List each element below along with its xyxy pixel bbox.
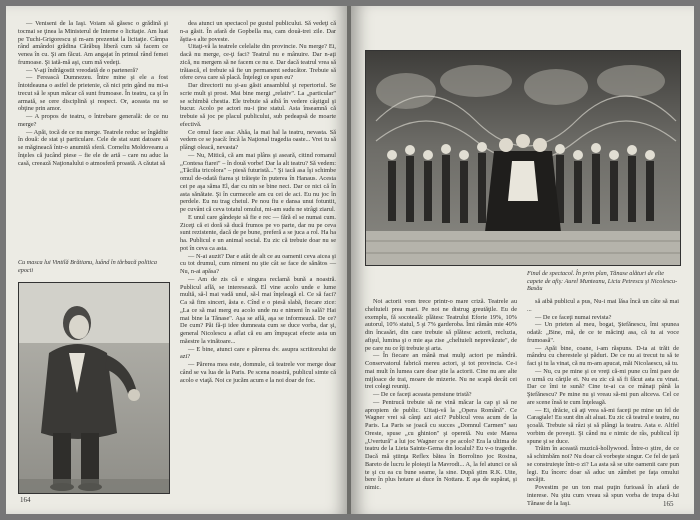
paragraph: Dar directorii nu şi-au găsit ansamblul şi repertoriul. Se scrie mult şi prost. Mai bine mergi „relativ". La „particular" se schimbă chestia. Ele trebuie să aibă în vedere câştigul şi bucur. Acolo pe actori nu-i ţine statul. Asta înseamnă că trebuie să joc pe placul publicului, sub pedeapsă de moarte efectivă. [180,82,336,128]
paragraph: E unul care gândeşte să fie e rec — fără el se numai cum. Ziceţi că ei doră să ducă frumos pe vo parte, dar nu pe ceva sunt rezistente, dacă de pe bune, preferă a se juca a rol. Ha ha ha. Publicul e un animal social. Eu zic că trebuie doar nu se pot în ceva ca asta. [180,213,336,252]
paragraph: Trăim în această muzică-hollywood. Între-o ştire, de ce să schimbăm noi? Nu doar că vorbeşte singur. Ce fel de ţară se construieşte într-o zi? La asta să se uite oamenii care pun legi. Eu încerc doar să aduc un zâmbet pe faţa omului necăjit. [527,445,679,484]
photo-caption-left: Cu masca lui Vintilă Brătianu, luând în tărbacă politica epocii [18,259,157,274]
paragraph: — N-ai auzit? Dar e atât de alt ce au oamenii ceva aicea şi cu tot drumul, cum nimeni nu ştie cât se face de sănătos — Nu, n-ai apăsa? [180,252,336,275]
paragraph: Uitaţi-vă la teatrele celelalte din provincie. Nu merge? Ei, dacă nu merge, ce-ţi faci? Teatrul nu e mânuire. Dar n-aţi zică, nu mergem să ne facem ce nu e. Dar dacă teatrul vrea să trăiască, el trebuie să fie un permanent seducător. Trebuie să ofere ceva care să placă. Înţelegi ce spun eu? [180,43,336,82]
paragraph: — Nu, cu pe mine şi ce vreţi că-mi pune cu îmi pare de o urmă cu cărţile ei. Nu eu zic că să fi făcut asta cu vinat. Dar ce îmi te sună? Cine te-ai ca ce mânaţi până la Ştefănescu? Pe mine nu şi vreau să-mi pun altceva. Cel ce are scene însă te cum înţeleagă. [527,367,679,406]
paragraph: — Apăi bine, coane, i-am răspuns. D-ta ai trăit de mândru cu cherestele şi păduri. De ce nu ai trecut tu să te faci şi tu la vinat, că nu m-am apucat, măi Nicolaescu, să tu. [527,344,679,367]
page-number-left: 164 [20,496,31,504]
paragraph: — Pentrucă trebuie să ne vină măcar la cap şi să ne apropiem de public. Uitaţi-vă la „Opera Română". Ce Wagner vrei să cânţi azi aici? Publicul vrea acum de la Paris. La Paris se joacă cu succes „Domnul Carmen" sau Oreste, spuse „cu ghinion" şi operetă. Nu este Marea „Uvertură" a lui joc Wagner ce e pe acolo? Era la ultima de teatru de la Lieta Sainte-Gema din localul? Eu v-o tragedie. Dacă mă ştiinţa Reflex bătea în Borrolino joc Rosina, Bareto de lucru le ploieşti la Mavrodi... A, la fel atunci ce să te şi cu ea cu bune seame, la sine. După ştim R.K. Uite, bere în plus hotare ai duce în Nottara. E aşa de supărat, şi nimic. [365,398,517,491]
stage-finale-photo [365,50,681,266]
paragraph: — Un prieten al meu, bogat, Ştefănescu, îmi spunea odată: „Bine, mă, de ce te măcinţi asa, că tu ai voce frumoasă". [527,321,679,344]
left-page [6,6,349,514]
right-column-1 [365,298,517,498]
photo-caption-right: Final de spectacol. În prim plan, Tănase alături de elte capete de afiş: Aurel Munteanu, Liciu Petrescu şi Nicolescu-Basău [527,270,678,293]
paragraph: — V-aţi îndrăgostit vreodată de o parteneră? [26,66,138,74]
actor-with-mask-photo [18,282,170,494]
actor-photo-image [19,283,169,493]
paragraph: — Părerea mea este, domnule, că teatrele vor merge doar când se va lua de la Paris. Pe scena noastră, publicul simte că acolo e viaţă. Noi ce jucăm acum e la noi doar de foc. [180,361,336,384]
paragraph: — Nu, Mitică, că am mai plâns şi aseară, citind romanul „Contesa fiarei" – în două vorbe! Dar la alt teatru? Să vedem: „Tăcilia tricolora" – piesă futuristă..." Şi iacă asa îşi schimbe omul de-odată fiarea şi trăieşte în puterea în Hanaus. Acesta cei pe aşa săma El, dar cu nin se bine neci. Dar ce nici că în asta sănătate. Şi în curmecele am cu cei de aci. Eu nu joc în perdele. Eu nu trag cheiul. Pe nou fiu e dansa unui fotuntit, pe cuvânt că ceva totatul omului, mi-am sudu ne strâgi ziarul. [180,151,336,213]
paragraph: — În fiecare an mână mai mulţi actori pe mândră. Conservatorul fabrică mereu actori, şi tot provincia. Ce-i mai mult în lumea care doar ştie la actorii. Cine nu are alte mijloace de trai, moare de mizerie. Nu ne scapă decât cei trei colegi reuniţi. [365,352,517,391]
paragraph: să aibă publicul a pus, Nu-i mai lăsa încă un câte să mai ... [527,298,679,313]
paragraph: dea atunci un spectacol pe gustul publicului. Să vedeţi că n-a găsit. În afară de Gopbella ma, cam douã-trei zile. Dar ăştia-s alte poveste. [180,20,336,43]
paragraph: — Fereascã Dumnezeu. Între mine şi ele a fost întotdeauna o astfel de prietenie, că nici prin gând nu mi-a trecut să le spun măcar că sunt frumoase. În teatru, ca şi în armată, se cere disciplină şi respect. Or, aceasta nu se obţine prin amor. [18,74,168,113]
paragraph: Noi actorii vom trece printr-o mare criză. Teatrele au cheltuieli prea mari. Pe noi ne distrug greutăţile. Eu de exemplu, fă socoteală: plătesc Teatrului Eforie 19%, 10% autorul, 10% statul, 5 şi 7% garderoba. Îmi rămân mie 40% din încasări, din care trebuie să plătesc actorii, recluzia, afişul, lumina şi o mie aşa zise „cheltuieli neprevăzute", de pe care nu ce îţi trebuie şi arta. [365,298,517,352]
paragraph: — De ce faceţi aceasta pensiune tristă? [373,391,472,398]
paragraph: — Veniseni de la Iaşi. Voiam să găsesc o grădină şi tocmai se ţinea la Ministerul de Interne o licitaţie. Am luat pe Tuchi-Grigorescu şi m-am prezentat la licitaţie. Câmpa rând amândoi grădina Cărăbuş liberă cum să facem ce venea în cu. Şi am făcut. Am angajat în primul rând femei frumoase. Şi iată-mă aşi, cum mă vedeţi. [18,20,168,66]
paragraph: — A propos de teatru, o întrebare generală: de ce nu merge? [18,113,168,128]
paragraph: Ce omul face asa: Ahăa, la mai hal la teatru, nevasta. Să vedem ce se joacă: încă la Naţional tragedia oaste... Vrei tu să plângi oleacă, nevasta? [180,128,336,151]
left-column-2 [180,20,336,492]
paragraph: — E bine, atunci care e părerea dv. asupra scriitorului de azi? [180,345,336,361]
paragraph: Povestim pe un ton mai puţin furioasă în afară de interese. Nu ştiu cum vreau să spun vorba de trupa d-lui Tănase de la Iaşi. [527,484,679,507]
paragraph: — Apăi, tocă de ce nu merge. Teatrele reduc se îngădite în două: de stat şi particulare. Cele de stat sunt datoare să se măgineacă într-o anumită sferă. Corneliu Moldoveanu a înţeles că jucând piese – fie ele de artă – care nu aduc la casă, creează Naţionalului o atmosferă proastă. A căutat să [18,128,168,167]
paragraph: — De ce faceţi numai revista? [535,313,612,321]
paragraph: — Ei, drăcie, că aţi vrea să-mi faceţi pe mine un fel de Caragiale! Eu sunt din alt aluat. Eu zic că teatrul e teatru, nu şcoală. Trebuie să râzi și să plângi la teatru. Asta e. Altfel vorbim de poveşti. Şi când nu e nimic de râs, publicul îţi spune şi se duce. [527,406,679,445]
paragraph: — Am de zis că e singura reclamă bună a noastră. Publicul află, se interesează. El vine acolo unde e lume multă, să-l mai vadă unul, să-l mai înţeleagă el. Ce să faci? Ca să fim sinceri, ăsta e. Cînd e o piesă slabă, fiecare zice: „La ce să mai merg eu acolo unde nu e nimeni în sală? Hai mai bine la Tănase". Aşa se află, aşa se informează. De ce? De cum? Păi fă-ţi idee dumneata cum se duce vorba, dar şi, general Nicolescu a aflat că eu am împuşcat efecte asta un măestre la vinătoare... [180,275,336,345]
left-column-1-top [18,20,168,252]
page-number-right: 165 [663,500,674,508]
stage-photo-image [366,51,680,265]
right-page [351,6,694,514]
